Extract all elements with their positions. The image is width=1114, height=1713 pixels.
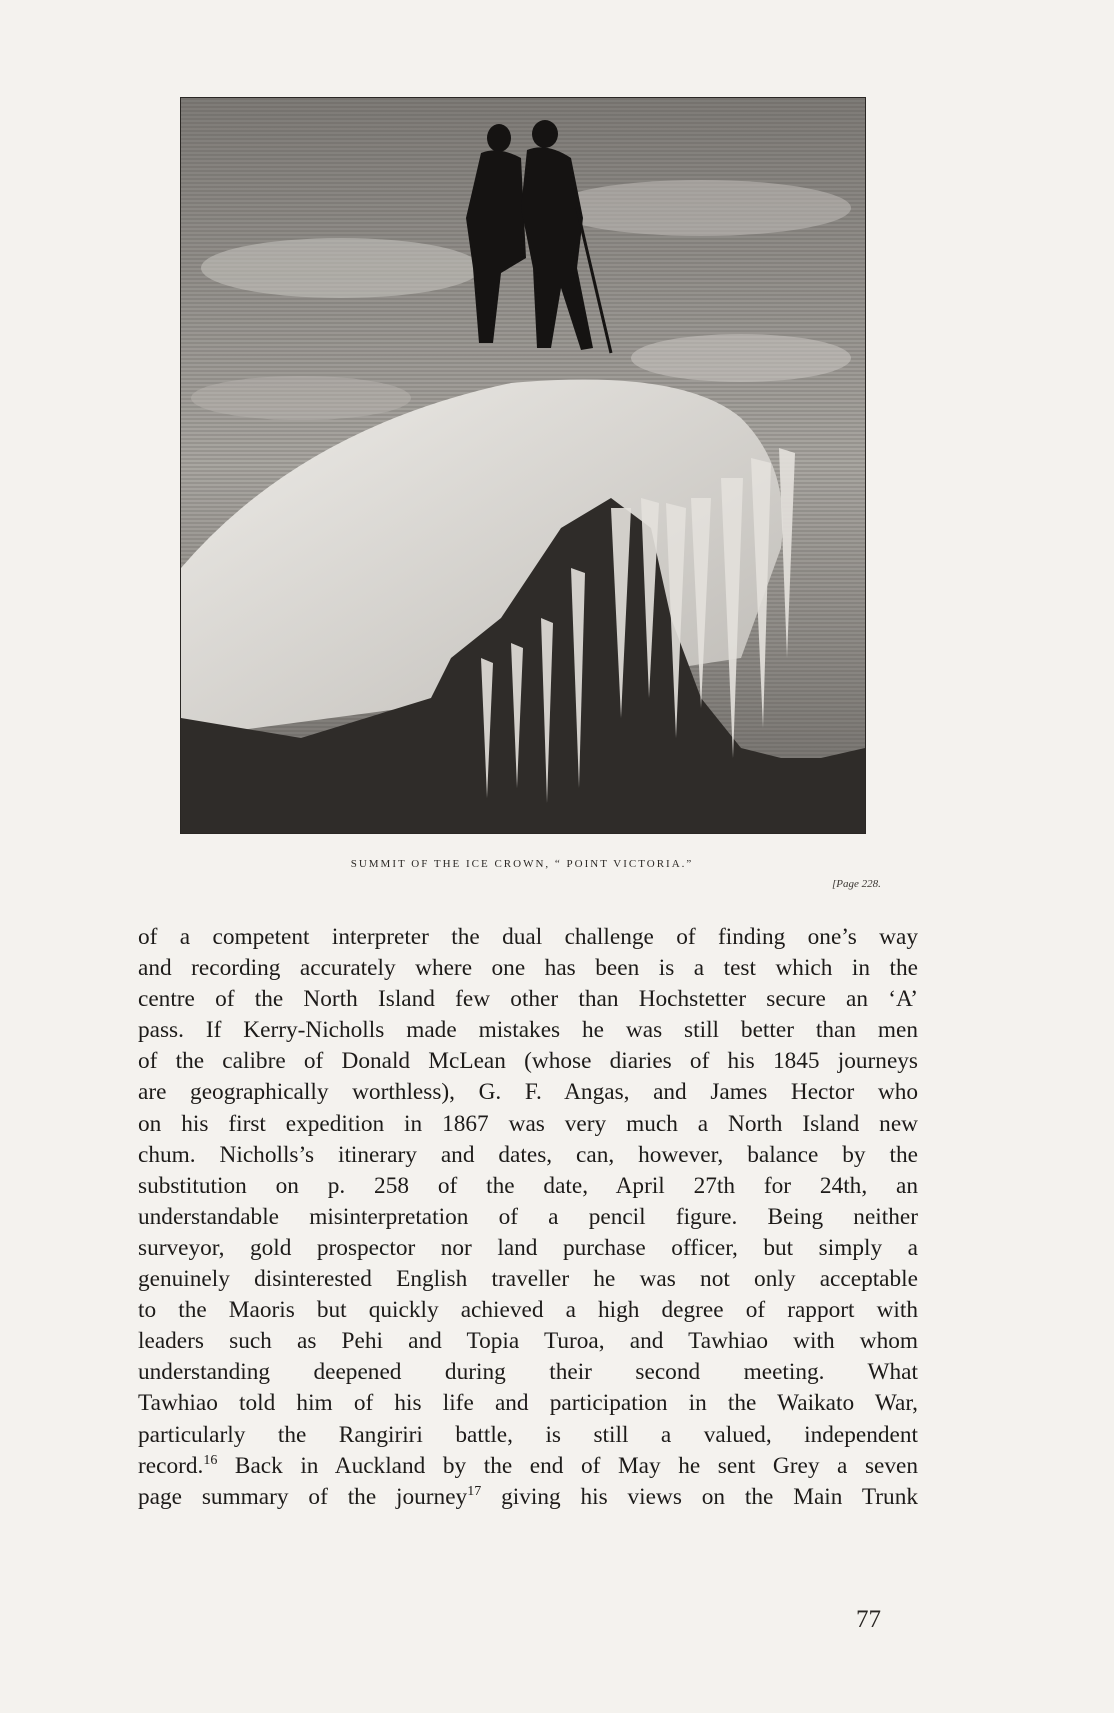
text-line: and recording accurately where one has been is a test which in the: [138, 955, 918, 982]
figure-page-reference: [Page 228.: [832, 878, 881, 890]
summit-engraving: [181, 98, 865, 833]
footnote-marker-17: 17: [467, 1483, 482, 1499]
text-fragment: Back in Auckland by the end of May he sent Grey a seven: [217, 1452, 918, 1479]
text-line: on his first expedition in 1867 was very much a North Island new: [138, 1110, 918, 1137]
text-line: particularly the Rangiriri battle, is still a valued, independent: [138, 1421, 918, 1448]
engraving-illustration: [180, 97, 866, 834]
text-line: Tawhiao told him of his life and participation in the Waikato War,: [138, 1390, 918, 1417]
text-line: understanding deepened during their second meeting. What: [138, 1359, 918, 1386]
text-line: of the calibre of Donald McLean (whose diaries of his 1845 journeys: [138, 1048, 918, 1075]
text-line: to the Maoris but quickly achieved a high degree of rapport with: [138, 1297, 918, 1324]
text-line: are geographically worthless), G. F. Angas, and James Hector who: [138, 1079, 918, 1106]
text-line: understandable misinterpretation of a pencil figure. Being neither: [138, 1203, 918, 1230]
text-line: chum. Nicholls’s itinerary and dates, can, however, balance by the: [138, 1141, 918, 1168]
footnote-marker-16: 16: [203, 1452, 218, 1468]
page-number: 77: [856, 1606, 881, 1633]
text-fragment: page summary of the journey: [138, 1483, 468, 1510]
figure-caption: SUMMIT OF THE ICE CROWN, “ POINT VICTORIA.”: [350, 858, 694, 870]
text-line-with-footnote: [138, 1482, 918, 1513]
text-line-with-footnote: [138, 1451, 918, 1482]
body-text: [138, 922, 918, 1513]
text-line: surveyor, gold prospector nor land purchase officer, but simply a: [138, 1234, 918, 1261]
text-line: leaders such as Pehi and Topia Turoa, and Tawhiao with whom: [138, 1328, 918, 1355]
text-line: of a competent interpreter the dual challenge of finding one’s way: [138, 924, 918, 950]
text-fragment: record.: [138, 1452, 204, 1479]
text-line: genuinely disinterested English traveller he was not only acceptable: [138, 1266, 918, 1293]
text-fragment: giving his views on the Main Trunk: [481, 1483, 918, 1510]
text-line: substitution on p. 258 of the date, April 27th for 24th, an: [138, 1172, 918, 1199]
text-line: centre of the North Island few other than Hochstetter secure an ‘A’: [138, 986, 918, 1013]
text-line: pass. If Kerry-Nicholls made mistakes he was still better than men: [138, 1017, 918, 1044]
